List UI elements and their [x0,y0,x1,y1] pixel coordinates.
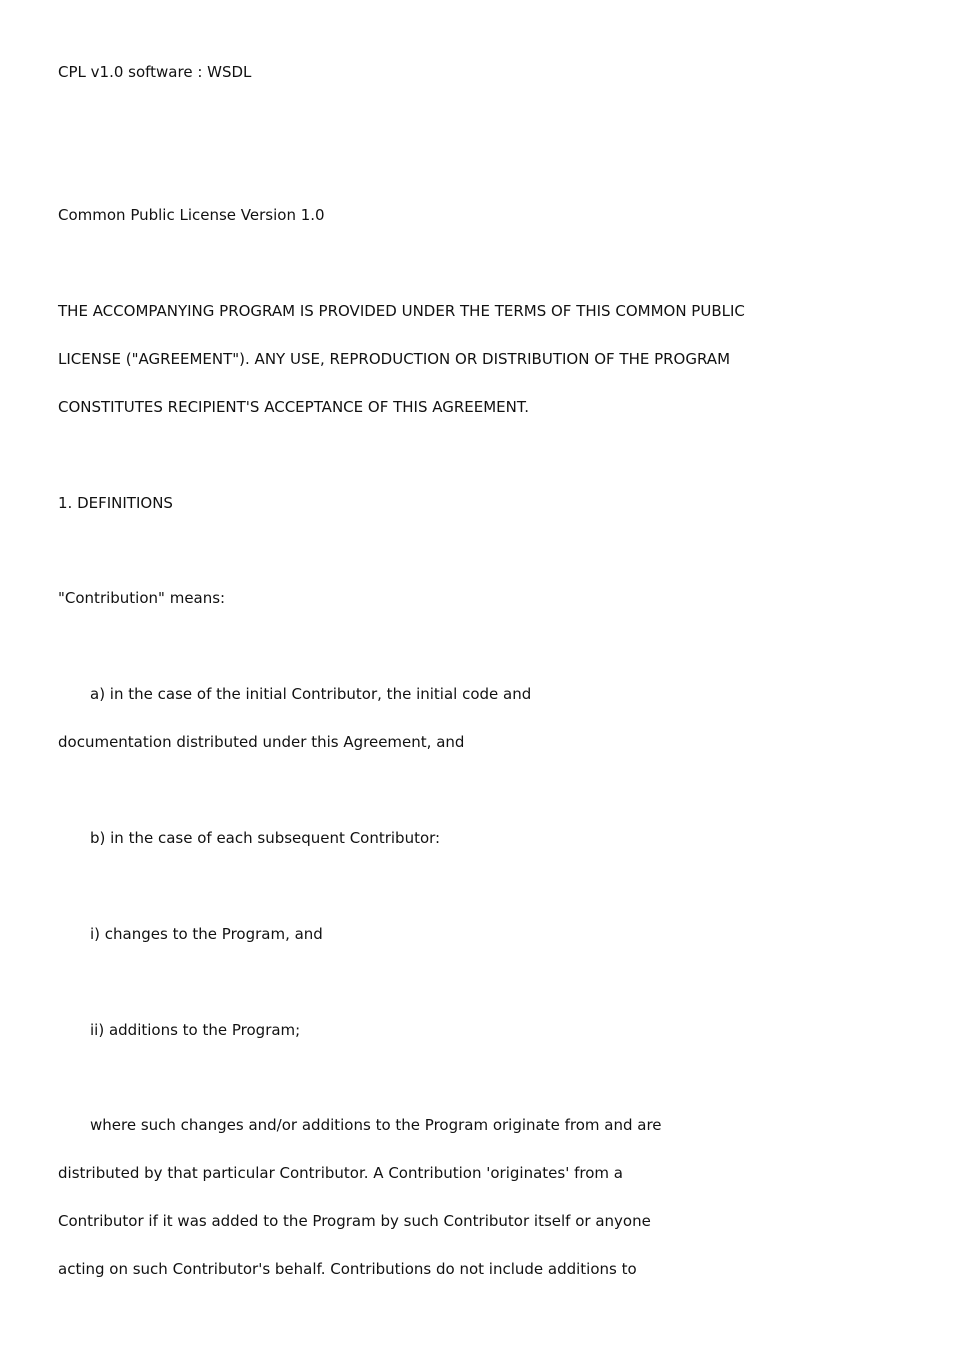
definition-item-i: i) changes to the Program, and [90,925,323,943]
where-clause-line: acting on such Contributor's behalf. Contributions do not include additions to [58,1260,637,1278]
definition-item-ii: ii) additions to the Program; [90,1021,301,1039]
preamble-line: CONSTITUTES RECIPIENT'S ACCEPTANCE OF THIS AGREEMENT. [58,398,530,416]
definition-item-a: a) in the case of the initial Contributor, the initial code and [90,685,532,703]
contribution-definition-intro: "Contribution" means: [58,589,226,607]
where-clause-line: Contributor if it was added to the Program by such Contributor itself or anyone [58,1212,651,1230]
definition-item-a-continued: documentation distributed under this Agreement, and [58,733,465,751]
section-heading-definitions: 1. DEFINITIONS [58,494,173,512]
where-clause-line: distributed by that particular Contributor. A Contribution 'originates' from a [58,1164,623,1182]
document-header: CPL v1.0 software : WSDL [58,63,252,81]
where-clause-line: where such changes and/or additions to the Program originate from and are [90,1116,662,1134]
license-title: Common Public License Version 1.0 [58,206,325,224]
definition-item-b: b) in the case of each subsequent Contributor: [90,829,441,847]
preamble-line: THE ACCOMPANYING PROGRAM IS PROVIDED UNDER THE TERMS OF THIS COMMON PUBLIC [58,302,745,320]
preamble-line: LICENSE ("AGREEMENT"). ANY USE, REPRODUCTION OR DISTRIBUTION OF THE PROGRAM [58,350,731,368]
